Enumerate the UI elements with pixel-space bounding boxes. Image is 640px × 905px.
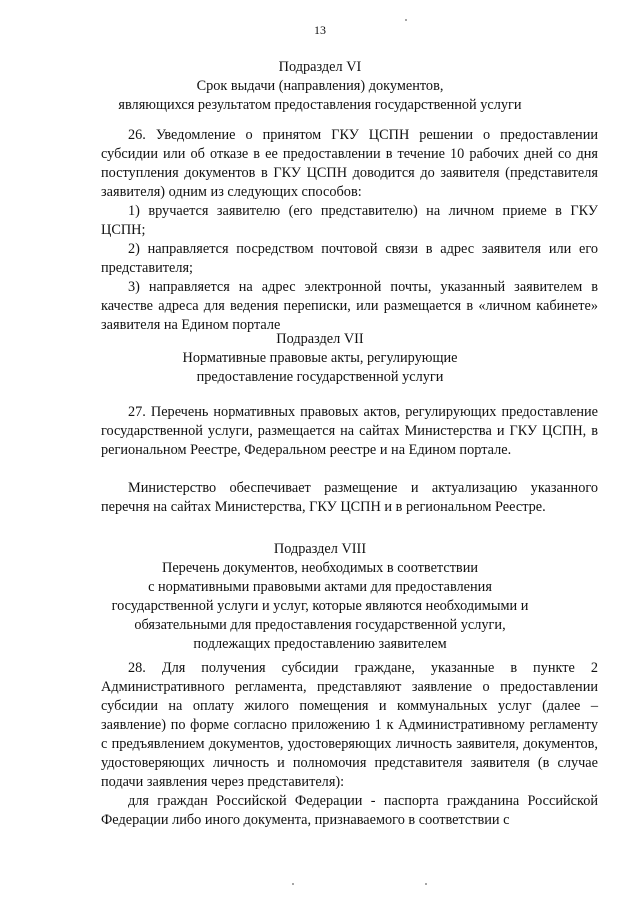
paragraph-26-item-2: 2) направляется посредством почтовой связи в адрес заявителя или его представителя;	[101, 241, 598, 276]
section-8-title-line: подлежащих предоставлению заявителем	[193, 636, 447, 652]
section-6-title-line: Срок выдачи (направления) документов,	[196, 78, 444, 94]
scan-speck	[425, 883, 427, 885]
section-8-title-line: Перечень документов, необходимых в соответствии	[162, 560, 478, 576]
page-number: 13	[314, 23, 326, 37]
paragraph-27: 27. Перечень нормативных правовых актов, регулирующих предоставление государственной услуги, размещается на сайтах Министерства и ГКУ ЦСПН, в региональном Реестре, Федеральном реестре и на Едином портале.	[101, 404, 598, 458]
paragraph-26-item-1: 1) вручается заявителю (его представителю) на личном приеме в ГКУ ЦСПН;	[101, 203, 598, 238]
section-6-heading	[0, 58, 640, 115]
section-7-subheading: Подраздел VII	[276, 331, 364, 347]
section-7-heading	[0, 330, 640, 387]
section-7-title-line: Нормативные правовые акты, регулирующие	[182, 350, 458, 366]
section-8-title-line: государственной услуги и услуг, которые являются необходимыми и	[111, 598, 529, 614]
section-8-title-line: обязательными для предоставления государственной услуги,	[134, 617, 506, 633]
paragraph-26-item-3: 3) направляется на адрес электронной почты, указанный заявителем в качестве адреса для ведения переписки, или размещается в «личном кабинете» заявителя на Едином портале	[101, 279, 598, 333]
paragraph-26: 26. Уведомление о принятом ГКУ ЦСПН решении о предоставлении субсидии или об отказе в ее предоставлении в течение 10 рабочих дней со дня поступления документов в ГКУ ЦСПН доводится до заявителя (представителя заявителя) одним из следующих способов:	[101, 127, 598, 200]
paragraph-28-continuation: для граждан Российской Федерации - паспорта гражданина Российской Федерации либо иного документа, признаваемого в соответствии с	[101, 793, 598, 828]
paragraph-28: 28. Для получения субсидии граждане, указанные в пункте 2 Административного регламента, представляют заявление о предоставлении субсидии на оплату жилого помещения и коммунальных услуг (далее – заявление) по форме согласно приложению 1 к Административному регламенту с предъявлением документов, удостоверяющих личность заявителя, документов, удостоверяющих личность и полномочия представителя заявителя (в случае подачи заявления через представителя):	[101, 660, 598, 790]
scan-speck	[405, 19, 407, 21]
section-8-subheading: Подраздел VIII	[273, 541, 367, 557]
paragraph-27-continuation: Министерство обеспечивает размещение и актуализацию указанного перечня на сайтах Министерства, ГКУ ЦСПН и в региональном Реестре.	[101, 480, 598, 515]
section-8-title-line: с нормативными правовыми актами для предоставления	[148, 579, 492, 595]
scan-speck	[292, 883, 294, 885]
section-8-heading	[0, 540, 640, 654]
section-6-subheading: Подраздел VI	[278, 59, 362, 75]
section-6-title-line: являющихся результатом предоставления государственной услуги	[118, 97, 522, 113]
section-7-title-line: предоставление государственной услуги	[196, 369, 444, 385]
